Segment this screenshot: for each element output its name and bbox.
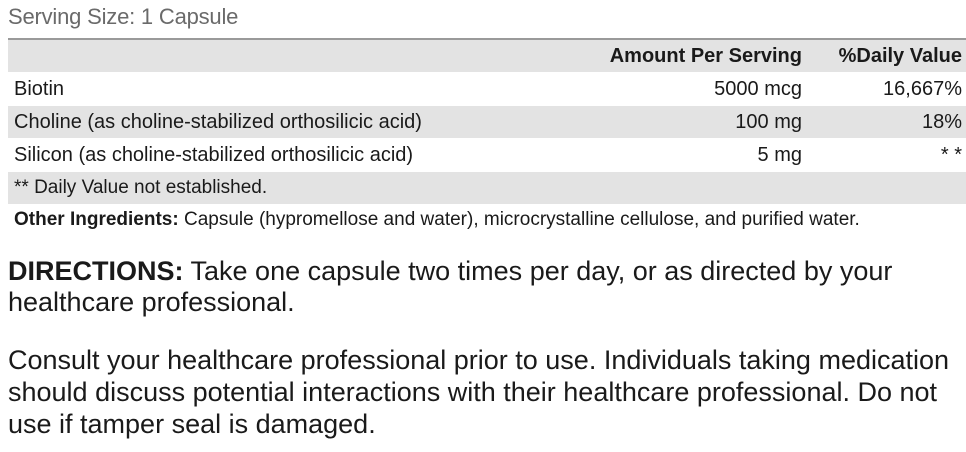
header-amount: Amount Per Serving — [609, 44, 802, 67]
nutrient-name: Choline (as choline-stabilized orthosilicic acid) — [14, 110, 422, 133]
supplement-facts-table — [8, 38, 966, 204]
table-row — [8, 106, 966, 139]
nutrient-daily-value: 16,667% — [883, 77, 962, 100]
table-footnote: ** Daily Value not established. — [8, 172, 966, 204]
warning-text: Consult your healthcare professional prior to use. Individuals taking medication should discuss potential interactions with their healthcare professional. Do not use if tamper seal is damaged. — [8, 345, 950, 439]
nutrient-amount: 5 mg — [757, 143, 802, 166]
nutrient-daily-value: 18% — [921, 110, 962, 133]
directions — [8, 256, 958, 318]
nutrient-amount: 5000 mcg — [714, 77, 802, 100]
other-ingredients — [14, 209, 860, 231]
directions-label: DIRECTIONS: — [8, 256, 184, 286]
nutrient-name: Silicon (as choline-stabilized orthosilicic acid) — [14, 143, 414, 166]
other-ingredients-label: Other Ingredients: — [14, 209, 179, 230]
nutrient-name: Biotin — [14, 77, 65, 100]
serving-size: Serving Size: 1 Capsule — [8, 4, 239, 29]
table-row — [8, 73, 966, 106]
directions-text: Take one capsule two times per day, or as directed by your healthcare professional. — [8, 256, 893, 317]
nutrient-amount: 100 mg — [735, 110, 802, 133]
table-row — [8, 139, 966, 172]
other-ingredients-text: Capsule (hypromellose and water), microcrystalline cellulose, and purified water. — [178, 209, 860, 230]
table-header-row — [8, 40, 966, 73]
header-daily-value: %Daily Value — [838, 44, 962, 67]
nutrient-daily-value: * * — [940, 143, 962, 166]
